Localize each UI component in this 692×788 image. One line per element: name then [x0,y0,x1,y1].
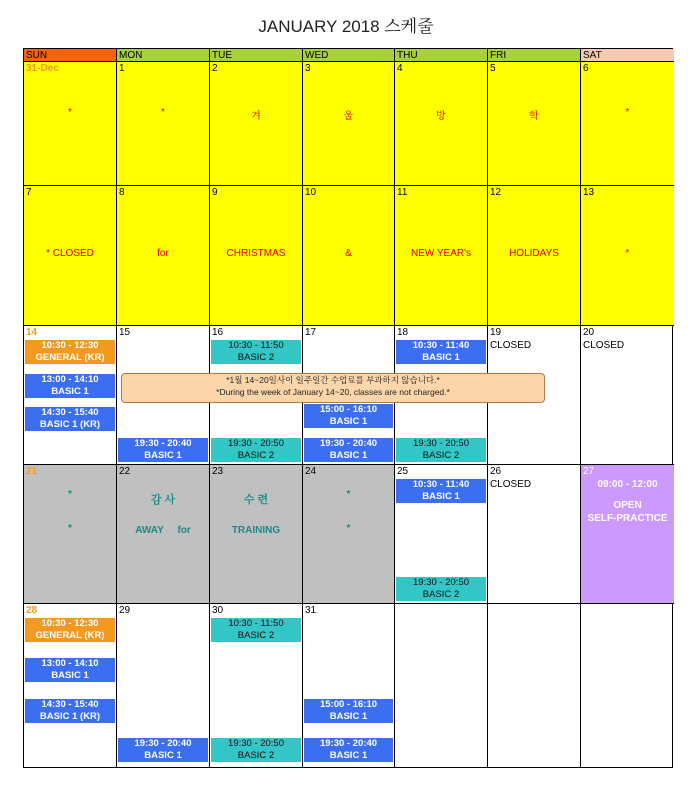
event-class: GENERAL (KR) [35,352,105,363]
event-class: BASIC 1 [329,750,368,761]
class-event [211,738,301,762]
day-cell [581,186,674,326]
day-text: 방 [436,111,446,122]
event-class: BASIC 2 [422,589,460,600]
class-event [396,438,486,462]
class-event [25,658,115,682]
event-time: 14:30 - 15:40 [41,699,99,710]
header-sat: SAT [581,49,674,62]
day-text: HOLIDAYS [509,248,559,259]
class-event [25,618,115,642]
day-text: 수 련 [243,494,269,506]
day-number: 25 [397,466,409,477]
class-event [211,438,301,462]
day-number: 14 [26,327,38,338]
day-cell [581,62,674,186]
day-text: TRAINING [231,525,281,536]
event-time: 15:00 - 16:10 [319,699,378,710]
day-number: 31 [305,605,317,616]
class-event [118,438,208,462]
day-cell [210,604,303,767]
header-mon: MON [117,49,210,62]
day-text: 학 [529,111,539,122]
header-tue: TUE [210,49,303,62]
day-text: & [345,248,352,259]
day-number: 30 [212,605,224,616]
day-text: * [346,523,351,534]
day-cell [488,604,581,767]
class-event [304,738,393,762]
header-fri: FRI [488,49,581,62]
event-class: BASIC 2 [237,450,275,461]
day-number: 3 [305,63,311,74]
day-text: CHRISTMAS [226,248,286,259]
event-time: 19:30 - 20:50 [228,438,284,449]
day-text: 울 [343,111,354,122]
class-event [396,577,486,601]
day-number: 28 [26,605,38,616]
day-cell [488,62,581,186]
class-event [304,438,393,462]
day-cell [581,604,674,767]
event-time: 10:30 - 11:50 [228,340,284,351]
day-cell [395,62,488,186]
class-event [304,404,393,428]
day-cell [24,465,117,604]
day-number: 2 [212,63,218,74]
day-cell [210,465,303,604]
day-cell [488,465,581,604]
page-title: JANUARY 2018 스케줄 [258,17,434,36]
class-event [25,407,115,431]
day-cell [24,186,117,326]
day-number: 16 [212,327,224,338]
day-number: 8 [119,187,125,198]
event-class: BASIC 2 [237,750,275,761]
day-number: 15 [119,327,131,338]
day-cell [24,326,117,465]
day-text: 겨 [251,111,261,122]
event-time: 19:30 - 20:50 [228,738,284,749]
header-thu: THU [395,49,488,62]
day-number: 1 [119,63,125,74]
event-class: BASIC 1 (KR) [39,419,101,430]
day-cell [210,186,303,326]
day-number: 21 [26,466,38,477]
day-number: 22 [119,466,131,477]
day-number: 13 [583,187,595,198]
day-text: AWAY for [135,525,191,536]
day-number: 20 [583,327,595,338]
day-cell [395,186,488,326]
event-class: BASIC 2 [422,450,460,461]
day-number: 17 [305,327,317,338]
closed-label: CLOSED [583,340,625,351]
day-text: for [157,248,169,259]
day-cell [581,326,674,465]
event-class: BASIC 1 (KR) [39,711,101,722]
day-number: 10 [305,187,317,198]
event-class: BASIC 1 [422,491,460,502]
day-cell [117,604,210,767]
day-cell [117,62,210,186]
event-class: BASIC 1 [144,750,182,761]
day-cell [303,186,395,326]
event-class: BASIC 1 [144,450,182,461]
class-event [211,340,301,364]
day-cell [210,62,303,186]
day-text: * [68,107,72,118]
day-number: 31-Dec [26,63,59,74]
day-cell [24,604,117,767]
class-event [396,479,486,503]
day-text: * [161,107,165,118]
day-cell [303,604,395,767]
header-sun: SUN [24,49,117,62]
day-number: 26 [490,466,502,477]
event-time: 15:00 - 16:10 [319,404,378,415]
day-number: 23 [212,466,224,477]
day-number: 4 [397,63,403,74]
event-class: BASIC 2 [237,352,275,363]
event-class: GENERAL (KR) [35,630,105,641]
closed-label: CLOSED [490,479,532,490]
class-event [118,738,208,762]
class-event [25,340,115,364]
day-number: 27 [583,466,595,477]
event-time: 10:30 - 12:30 [41,618,99,629]
notice-banner [121,373,545,403]
day-cell [24,62,117,186]
day-cell [117,186,210,326]
day-cell [488,186,581,326]
day-cell [303,465,395,604]
day-text: * [68,523,72,534]
event-time: 19:30 - 20:40 [134,438,192,449]
day-text: * CLOSED [46,248,94,259]
day-number: 9 [212,187,218,198]
event-class: BASIC 1 [51,670,89,681]
event-class: OPEN [613,500,642,511]
day-text: * [625,107,630,118]
day-number: 6 [583,63,589,74]
event-time: 14:30 - 15:40 [41,407,99,418]
event-time: 09:00 - 12:00 [597,479,658,490]
event-class: BASIC 1 [329,711,368,722]
event-class: BASIC 1 [329,450,368,461]
event-time: 13:00 - 14:10 [41,374,99,385]
event-time: 10:30 - 11:50 [228,618,284,629]
day-number: 7 [26,187,32,198]
header-wed: WED [303,49,395,62]
event-class: BASIC 1 [422,352,460,363]
day-text: * [625,248,630,259]
closed-label: CLOSED [490,340,532,351]
day-text: * [68,489,72,500]
day-cell [581,465,674,604]
event-time: 19:30 - 20:40 [319,438,378,449]
day-number: 19 [490,327,502,338]
event-time: 10:30 - 11:40 [412,340,470,351]
event-time: 10:30 - 12:30 [41,340,99,351]
day-text: 감 사 [150,494,176,506]
class-event [25,374,115,398]
day-number: 24 [305,466,317,477]
day-cell [117,465,210,604]
day-text: * [346,489,351,500]
notice-english: *During the week of January 14~20, classes are not charged.* [216,387,450,397]
day-cell [395,465,488,604]
event-class: BASIC 2 [237,630,275,641]
event-time: 19:30 - 20:50 [413,577,469,588]
event-class: BASIC 1 [51,386,89,397]
day-number: 29 [119,605,131,616]
day-number: 11 [397,187,408,198]
day-text: NEW YEAR's [410,248,472,259]
event-class: SELF-PRACTICE [587,513,668,524]
day-number: 12 [490,187,502,198]
day-cell [395,604,488,767]
event-time: 19:30 - 20:50 [413,438,469,449]
event-class: BASIC 1 [329,416,368,427]
class-event [211,618,301,642]
day-number: 18 [397,327,409,338]
event-time: 13:00 - 14:10 [41,658,99,669]
notice-korean: *1월 14~20일사이 일주일간 수업료를 부과하지 않습니다.* [226,375,440,385]
class-event [304,699,393,723]
event-time: 19:30 - 20:40 [319,738,378,749]
class-event [396,340,486,364]
calendar-grid [23,48,673,768]
day-cell [303,62,395,186]
event-time: 19:30 - 20:40 [134,738,192,749]
event-time: 10:30 - 11:40 [412,479,470,490]
class-event [25,699,115,723]
day-number: 5 [490,63,496,74]
